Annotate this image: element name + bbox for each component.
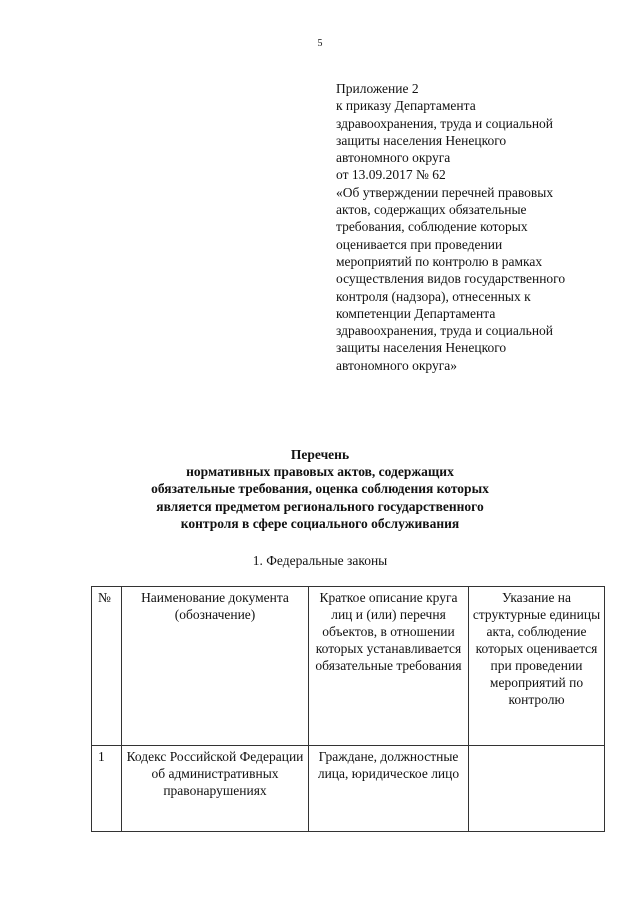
appendix-line: защиты населения Ненецкого [336, 132, 507, 148]
laws-table [91, 586, 605, 832]
appendix-line: здравоохранения, труда и социальной [336, 323, 554, 339]
table-row [92, 746, 605, 832]
appendix-block [336, 80, 606, 374]
page-number: 5 [317, 38, 323, 49]
appendix-line: автономного округа» [336, 357, 457, 373]
document-title [0, 446, 640, 532]
appendix-line: от 13.09.2017 № 62 [336, 167, 446, 183]
appendix-line: осуществления видов государственного [336, 271, 566, 287]
header-structural-units: Указание на структурные единицы акта, соблюдение которых оценивается при проведении мероприятий по контролю [469, 587, 605, 746]
table-header-row [92, 587, 605, 746]
section-heading: 1. Федеральные законы [252, 553, 388, 568]
title-line: является предметом регионального государственного [156, 498, 484, 514]
appendix-line: «Об утверждении перечней правовых [336, 184, 554, 200]
appendix-line: контроля (надзора), отнесенных к [336, 288, 531, 304]
cell-subjects: Граждане, должностные лица, юридическое лицо [309, 746, 469, 832]
appendix-line: к приказу Департамента [336, 98, 476, 114]
appendix-line: актов, содержащих обязательные [336, 202, 527, 218]
appendix-line: требования, соблюдение которых [336, 219, 528, 235]
header-document-name: Наименование документа (обозначение) [122, 587, 309, 746]
appendix-line: здравоохранения, труда и социальной [336, 115, 554, 131]
cell-structural-units [469, 746, 605, 832]
title-line: контроля в сфере социального обслуживания [180, 515, 460, 531]
appendix-line: защиты населения Ненецкого [336, 340, 507, 356]
appendix-line: автономного округа [336, 150, 451, 166]
appendix-line: Приложение 2 [336, 81, 419, 96]
appendix-line: оценивается при проведении [336, 236, 503, 252]
appendix-line: мероприятий по контролю в рамках [336, 253, 543, 269]
appendix-line: компетенции Департамента [336, 305, 496, 321]
title-line: нормативных правовых актов, содержащих [186, 464, 454, 480]
cell-document-name: Кодекс Российской Федерации об административных правонарушениях [122, 746, 309, 832]
header-number: № [92, 587, 122, 746]
cell-number: 1 [92, 746, 122, 832]
title-line: обязательные требования, оценка соблюдения которых [151, 481, 489, 497]
title-line: Перечень [290, 447, 350, 462]
header-subjects: Краткое описание круга лиц и (или) перечня объектов, в отношении которых устанавливается обязательные требования [309, 587, 469, 746]
